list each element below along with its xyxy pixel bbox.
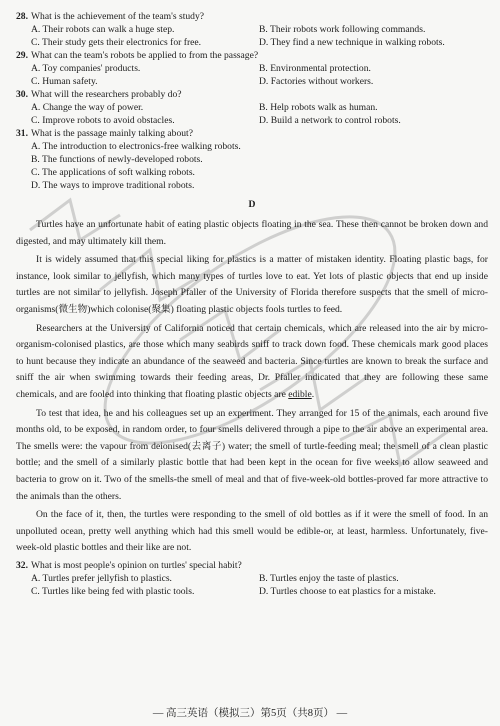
option-a: A. The introduction to electronics-free walking robots. [31, 141, 241, 152]
underlined-word: edible [288, 388, 312, 400]
question-29 [16, 49, 488, 88]
paragraph-1: Turtles have an unfortunate habit of eating plastic objects floating in the sea. These then cannot be broken down and digested, and may ultimately kill them. [16, 219, 488, 247]
page-footer: — 高三英语（模拟三）第5页（共8页） — [152, 708, 348, 719]
section-heading: D [248, 199, 256, 210]
question-stem: What will the researchers probably do? [31, 89, 182, 100]
reading-passage [16, 217, 488, 557]
paragraph-3-text: Researchers at the University of California noticed that certain chemicals, which are released into the air by micro-organism-colonised plastics, are those which many seabirds sniff to track down food. These chemicals mark good places to hunt because they indicate an abundance of the seaweed and bacteria. Since turtles are known to break the surface and sniff the air when swimming towards their feeding areas, Dr. Pfaller indicated that they are following these same chemicals, and are fooled into thinking that floating plastic objects are [16, 322, 488, 400]
question-number: 31. [16, 128, 28, 139]
paragraph-3 [16, 321, 488, 404]
question-list-top [16, 10, 488, 192]
question-number: 32. [16, 559, 28, 571]
option-c: C. Human safety. [31, 76, 98, 87]
paragraph-5: On the face of it, then, the turtles were responding to the smell of old bottles as if it were the smell of food. In an unpolluted ocean, pretty well anything which had this smell would be edible-or, at least, harmless. Unfortunately, five-week-old plastic bottles and their like are not. [16, 509, 488, 554]
question-32 [16, 559, 488, 598]
question-number: 29. [16, 50, 28, 61]
option-b: B. Help robots walk as human. [259, 102, 378, 113]
option-d: D. The ways to improve traditional robots. [31, 180, 195, 191]
option-c: C. Turtles like being fed with plastic tools. [31, 585, 195, 597]
option-a: A. Toy companies' products. [31, 63, 141, 74]
question-number: 28. [16, 11, 28, 22]
question-30 [16, 88, 488, 127]
option-c: C. Improve robots to avoid obstacles. [31, 115, 175, 126]
option-d: D. Turtles choose to eat plastics for a mistake. [259, 585, 436, 597]
paragraph-4: To test that idea, he and his colleagues set up an experiment. They arranged for 15 of the animals, each around five months old, to be exposed, in random order, to four smells delivered through a pipe to the air above an experimental area. The smells were: the vapour from deionised(去离子) water; the smell of turtle-feeding meal; the smell of a clean plastic bottle; and the smell of a similarly plastic bottle that had been kept in the ocean for five weeks to allow seaweed and bacteria to grow on it. Two of the smells-the smell of meal and that of five-week-old bottles-proved far more attractive to the animals than the others. [16, 407, 488, 502]
paragraph-3-end: . [311, 388, 315, 400]
question-number: 30. [16, 89, 28, 100]
question-31 [16, 127, 488, 192]
exam-page [16, 10, 488, 598]
question-stem: What can the team's robots be applied to from the passage? [31, 50, 259, 61]
option-c: C. Their study gets their electronics for free. [31, 37, 202, 48]
paragraph-2: It is widely assumed that this special liking for plastics is a matter of mistaken identity. Floating plastic bags, for instance, look similar to jellyfish, which many types of turtles love to eat. Yet lots of plastic objects that end up inside turtles are not similar to jellyfish. Joseph Pfaller of the University of Florida therefore suspects that the smell of micro-organisms(微生物)which colonise(聚集) floating plastic objects fools turtles to feed. [16, 254, 488, 315]
option-a: A. Their robots can walk a huge step. [31, 24, 175, 35]
option-c: C. The applications of soft walking robots. [31, 167, 195, 178]
option-b: B. Environmental protection. [259, 63, 371, 74]
question-stem: What is the achievement of the team's study? [31, 11, 205, 22]
question-stem: What is the passage mainly talking about? [31, 128, 193, 139]
question-stem: What is most people's opinion on turtles' special habit? [31, 559, 242, 571]
option-a: A. Turtles prefer jellyfish to plastics. [31, 572, 172, 584]
question-28 [16, 10, 488, 49]
option-d: D. Build a network to control robots. [259, 115, 401, 126]
option-d: D. They find a new technique in walking robots. [259, 37, 445, 48]
option-b: B. Turtles enjoy the taste of plastics. [259, 572, 399, 584]
option-d: D. Factories without workers. [259, 76, 374, 87]
option-b: B. The functions of newly-developed robots. [31, 154, 203, 165]
option-a: A. Change the way of power. [31, 102, 144, 113]
option-b: B. Their robots work following commands. [259, 24, 426, 35]
